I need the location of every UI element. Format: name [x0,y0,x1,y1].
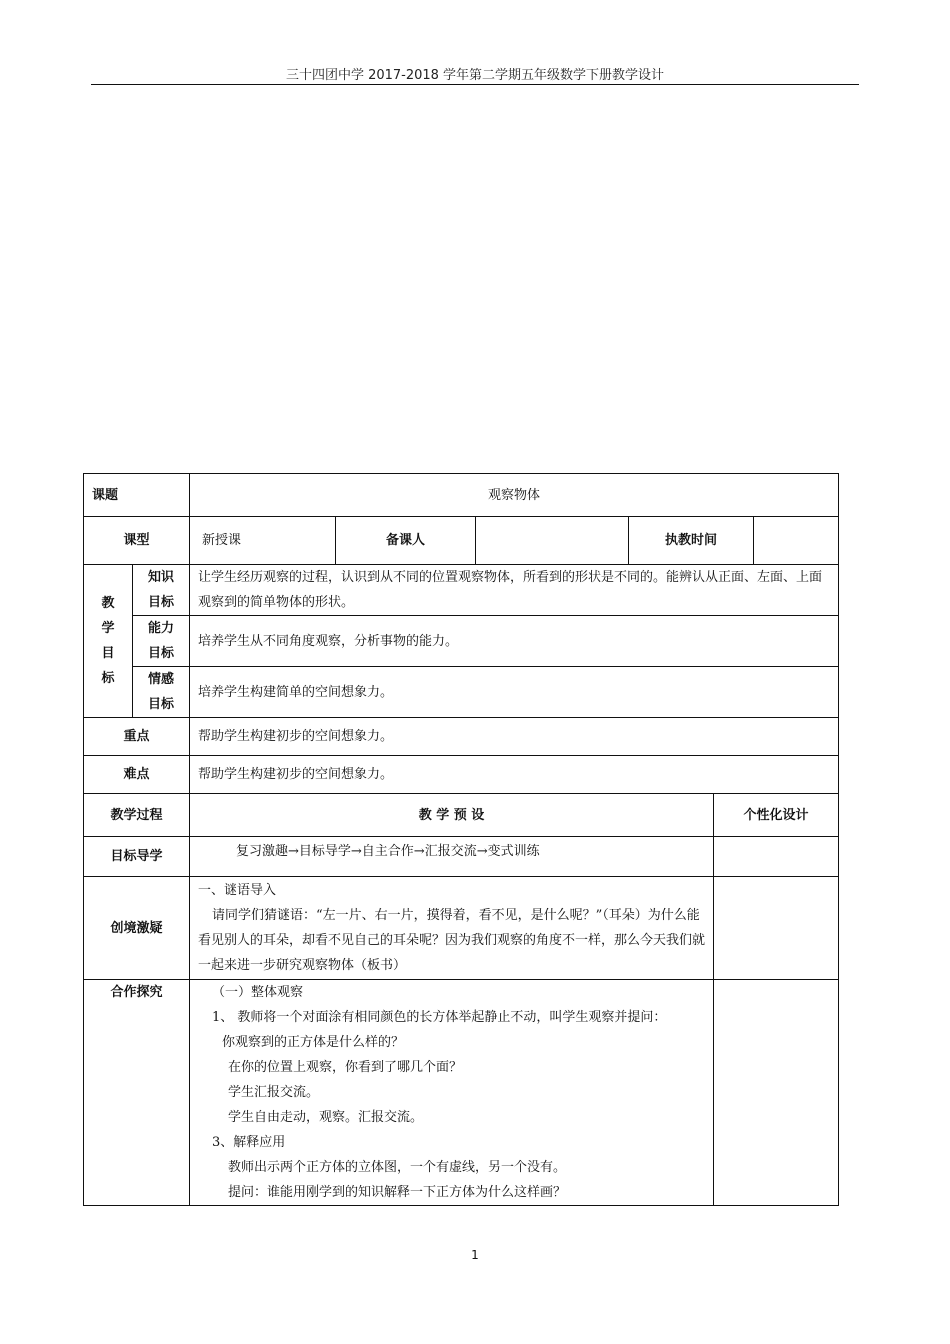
scenario-line: 一、谜语导入 [198,883,277,898]
guide-label: 目标导学 [84,837,190,877]
coop-line: 3、解释应用 [212,1135,286,1150]
key-label: 重点 [84,718,190,756]
row-emotion [84,667,839,718]
scenario-line: 请同学们猜谜语：“左一片、右一片，摸得着，看不见，是什么呢？”（耳朵）为什么能看见别人的耳朵，却看不见自己的耳朵呢？因为我们观察的角度不一样，那么今天我们就一起来进一步研究观察物体（板书） [198,908,706,973]
preset-label: 教 学 预 设 [190,794,714,837]
emotion-label: 情感 目标 [133,667,190,718]
lesson-plan-table [83,473,839,1206]
row-type [84,517,839,565]
row-scenario [84,877,839,980]
preparer-label: 备课人 [336,517,476,565]
preparer-value [476,517,629,565]
type-value: 新授课 [190,517,336,565]
page-header: 三十四团中学 2017-2018 学年第二学期五年级数学下册教学设计 [285,68,665,83]
row-guide [84,837,839,877]
coop-label: 合作探究 [84,980,190,1206]
coop-personal [714,980,839,1206]
teach-time-value [754,517,839,565]
guide-text: 复习激趣→目标导学→自主合作→汇报交流→变式训练 [190,837,714,877]
coop-line: 在你的位置上观察，你看到了哪几个面？ [228,1060,463,1075]
ability-label: 能力 目标 [133,616,190,667]
coop-line: （一）整体观察 [212,985,304,1000]
key-text: 帮助学生构建初步的空间想象力。 [190,718,839,756]
knowledge-text: 让学生经历观察的过程，认识到从不同的位置观察物体，所看到的形状是不同的。能辨认从正面、左面、上面观察到的简单物体的形状。 [190,565,839,616]
row-difficulty [84,756,839,794]
ability-text: 培养学生从不同角度观察，分析事物的能力。 [190,616,839,667]
knowledge-label: 知识 目标 [133,565,190,616]
topic-label: 课题 [84,474,190,517]
scenario-label: 创境激疑 [84,877,190,980]
type-label: 课型 [84,517,190,565]
goals-char: 学 [101,621,115,636]
row-knowledge [84,565,839,616]
row-ability [84,616,839,667]
process-label: 教学过程 [84,794,190,837]
coop-line: 提问：谁能用刚学到的知识解释一下正方体为什么这样画？ [228,1185,567,1200]
guide-personal [714,837,839,877]
coop-line: 你观察到的正方体是什么样的？ [222,1035,405,1050]
teach-time-label: 执教时间 [629,517,754,565]
header-rule [91,84,859,85]
row-topic [84,474,839,517]
personal-label: 个性化设计 [714,794,839,837]
goals-char: 标 [101,671,115,686]
row-cooperation [84,980,839,1206]
scenario-content [190,877,714,980]
difficulty-label: 难点 [84,756,190,794]
page-number: 1 [471,1248,479,1262]
emotion-text: 培养学生构建简单的空间想象力。 [190,667,839,718]
difficulty-text: 帮助学生构建初步的空间想象力。 [190,756,839,794]
coop-content [190,980,714,1206]
goals-char: 目 [101,646,115,661]
scenario-personal [714,877,839,980]
goals-char: 教 [101,596,115,611]
row-key-point [84,718,839,756]
goals-label [84,565,133,718]
coop-line: 1、 教师将一个对面涂有相同颜色的长方体举起静止不动，叫学生观察并提问： [212,1010,667,1025]
coop-line: 学生自由走动，观察。汇报交流。 [228,1110,424,1125]
coop-line: 教师出示两个正方体的立体图，一个有虚线，另一个没有。 [228,1160,567,1175]
row-process-header [84,794,839,837]
coop-line: 学生汇报交流。 [228,1085,320,1100]
topic-value: 观察物体 [190,474,839,517]
